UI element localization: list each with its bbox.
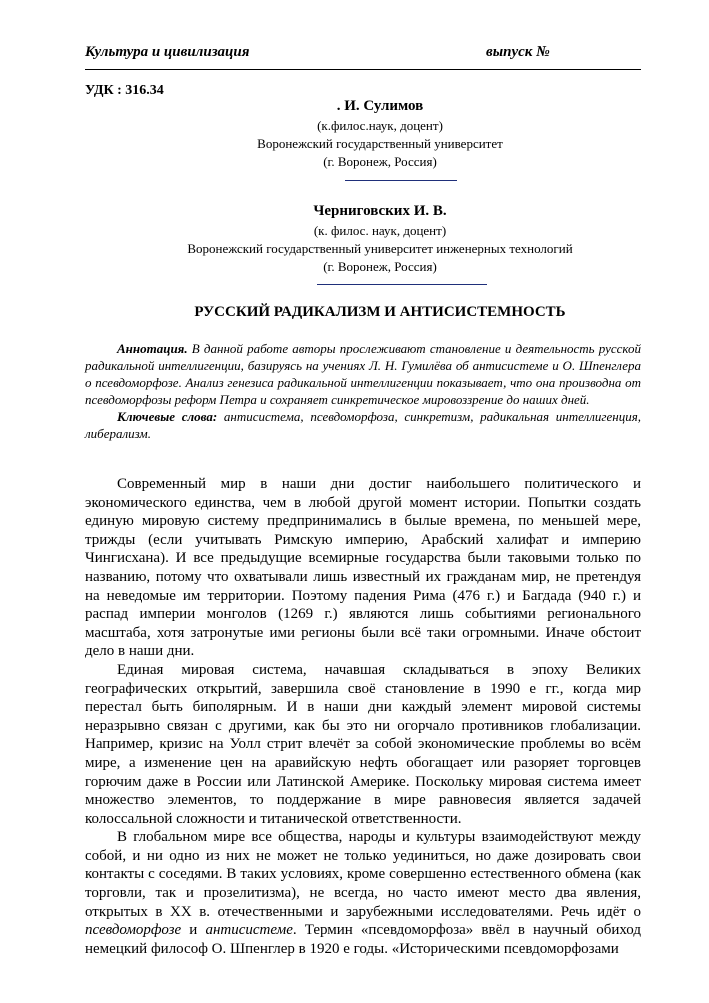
article-title: РУССКИЙ РАДИКАЛИЗМ И АНТИСИСТЕМНОСТЬ [194,304,566,320]
author-degree: (к. филос. наук, доцент) [313,223,447,238]
author-name: . И. Сулимов [336,98,424,114]
header-rule [85,69,641,70]
abstract [85,340,641,408]
article-body [85,475,641,958]
author-affiliation: Воронежский государственный университет [257,136,503,151]
abstract-block [85,340,641,442]
body-paragraph: Единая мировая система, начавшая складываться в эпоху Великих географических открытий, завершила своё становление в 1990 е гг., когда мир перестал быть биполярным. И в наши дни каждый элемент мировой системы неразрывно связан с другими, как бы это ни огорчало противников глобализации. Например, кризис на Уолл стрит влечёт за собой экономические проблемы во всём мире, а изменение цен на аравийскую нефть обогащает или разоряет торговцев горючим даже в России или Латинской Америке. Поскольку мировая система имеет множество элементов, то поддержание в мире равновесия является задачей колоссальной сложности и титанической ответственности. [85,661,641,827]
term-antisystem: антисистеме [205,922,293,939]
abstract-label: Аннотация. [117,341,188,356]
author-city: (г. Воронеж, Россия) [323,154,437,169]
journal-title: Культура и цивилизация [85,44,250,60]
keywords-label: Ключевые слова: [117,409,218,424]
issue-label: выпуск № [486,44,550,60]
author-separator [317,284,487,285]
abstract-text: В данной работе авторы прослеживают становление и деятельность русской радикальной интеллигенции, базируясь на учениях Л. Н. Гумилёва об антисистеме и О. Шпенглера о псевдоморфозе. Анализ генезиса радикальной интеллигенции показывает, что она производна от псевдоморфозы реформ Петра и сохраняет синкретическое мировоззрение до наших дней. [85,341,641,407]
keywords [85,408,641,442]
body-text-segment: В глобальном мире все общества, народы и культуры взаимодействуют между собой, и ни одно из них не может не только уединиться, но даже дозировать свои контакты с соседями. В таких условиях, кроме совершенно естественного обмена (как торговли, так и прозелитизма), не всегда, но часто имеют место два явления, открытых в XX в. отечественными и зарубежными исследователями. Речь идёт о [85,829,641,920]
body-text-segment: и [181,922,206,939]
author-city: (г. Воронеж, Россия) [323,259,437,274]
author-degree: (к.филос.наук, доцент) [317,118,443,133]
author-name: Черниговских И. В. [313,203,447,219]
body-paragraph [85,828,641,958]
udc-code: УДК : 316.34 [85,83,164,98]
author-separator [345,180,457,181]
author-block-1 [85,98,675,170]
term-pseudomorphosis: псевдоморфозе [85,922,182,939]
body-paragraph: Современный мир в наши дни достиг наибольшего политического и экономического единства, чем в любой другой момент истории. Попытки создать единую мировую систему предпринимались в былые времена, по меньшей мере, трижды (если учитывать Римскую империю, Арабский халифат и империю Чингисхана). И все предыдущие всемирные государства были таковыми только по названию, потому что охватывали лишь известный их гражданам мир, не претендуя на неведомые им территории. Поэтому падения Рима (476 г.) и Багдада (940 г.) и распад империи монголов (1269 г.) являются лишь событиями регионального масштаба, хотя затронутые ими регионы были всё таки огромными. Иначе обстоит дело в наши дни. [85,476,641,660]
keywords-text: антисистема, псевдоморфоза, синкретизм, радикальная интеллигенция, либерализм. [85,409,641,441]
body-text-segment: . Термин «псевдоморфоза» ввёл в научный обиход немецкий философ О. Шпенглер в 1920 е годы. «Историческими псевдоморфозами [85,922,641,957]
author-block-2 [85,203,675,275]
author-affiliation: Воронежский государственный университет инженерных технологий [187,241,573,256]
